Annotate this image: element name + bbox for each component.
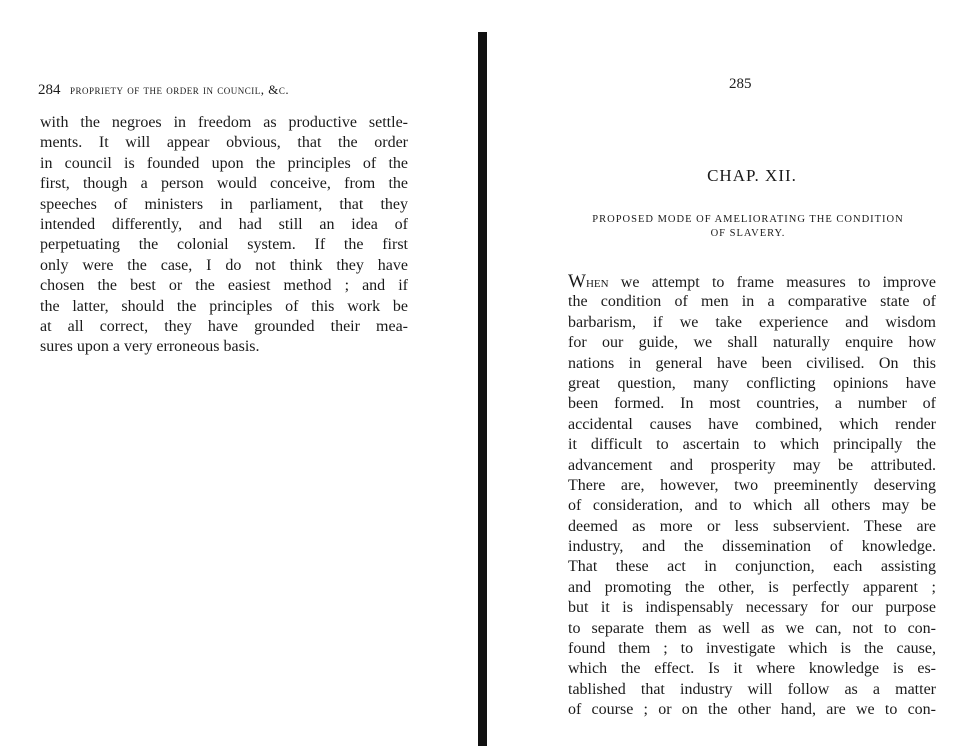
text-line: perpetuating the colonial system. If the first	[40, 236, 408, 254]
text-line: in council is founded upon the principles of the	[40, 154, 408, 172]
text-line: the condition of men in a comparative state of	[568, 293, 936, 311]
text-line: advancement and prosperity may be attributed.	[568, 456, 936, 474]
text-line: That these act in conjunction, each assisting	[568, 558, 936, 576]
text-line: speeches of ministers in parliament, that they	[40, 195, 408, 213]
text-line-first	[568, 272, 936, 292]
running-head	[38, 82, 289, 99]
text-line: it difficult to ascertain to which principally the	[568, 436, 936, 454]
text-line: but it is indispensably necessary for our purpose	[568, 599, 936, 617]
text-line: industry, and the dissemination of knowledge.	[568, 538, 936, 556]
running-title: propriety of the order in council, &c.	[70, 82, 290, 97]
opening-smallcaps: hen	[585, 275, 609, 291]
text-line: only were the case, I do not think they have	[40, 256, 408, 274]
text-line: first, though a person would conceive, from the	[40, 175, 408, 193]
text-line: which the effect. Is it where knowledge is es-	[568, 660, 936, 678]
text-line: for our guide, we shall naturally enquire how	[568, 334, 936, 352]
text-line: intended differently, and had still an idea of	[40, 215, 408, 233]
text-line: deemed as more or less subservient. These are	[568, 517, 936, 535]
text-line: found them ; to investigate which is the cause,	[568, 640, 936, 658]
text-line: great question, many conflicting opinions have	[568, 374, 936, 392]
text-line: been formed. In most countries, a number of	[568, 395, 936, 413]
first-line-rest: we attempt to frame measures to improve	[608, 274, 936, 291]
chapter-heading: CHAP. XII.	[707, 166, 797, 185]
text-line: of course ; or on the other hand, are we to con-	[568, 701, 936, 719]
drop-cap: W	[568, 271, 586, 292]
page-number-right: 285	[729, 76, 752, 92]
book-spine-gutter	[478, 32, 487, 746]
text-line: of consideration, and to which all others may be	[568, 497, 936, 515]
left-page-text	[40, 113, 408, 358]
text-line: ments. It will appear obvious, that the order	[40, 134, 408, 152]
text-line: at all correct, they have grounded their mea-	[40, 317, 408, 335]
text-line: tablished that industry will follow as a matter	[568, 680, 936, 698]
page-number-left: 284	[38, 82, 61, 98]
text-line: There are, however, two preeminently deserving	[568, 476, 936, 494]
text-line: accidental causes have combined, which render	[568, 415, 936, 433]
right-page-text	[568, 272, 936, 721]
text-line: nations in general have been civilised. On this	[568, 354, 936, 372]
chapter-subtitle-line: OF SLAVERY.	[710, 228, 786, 239]
chapter-subtitle	[560, 213, 936, 241]
text-line: chosen the best or the easiest method ; and if	[40, 277, 408, 295]
text-line: barbarism, if we take experience and wisdom	[568, 313, 936, 331]
text-line: with the negroes in freedom as productive settle-	[40, 114, 408, 131]
text-line: the latter, should the principles of this work be	[40, 297, 408, 315]
text-line: sures upon a very erroneous basis.	[40, 338, 260, 356]
left-page	[0, 0, 478, 746]
chapter-subtitle-line: PROPOSED MODE OF AMELIORATING THE CONDITION	[592, 214, 904, 225]
text-line: and promoting the other, is perfectly apparent ;	[568, 578, 936, 596]
text-line: to separate them as well as we can, not to con-	[568, 619, 936, 637]
